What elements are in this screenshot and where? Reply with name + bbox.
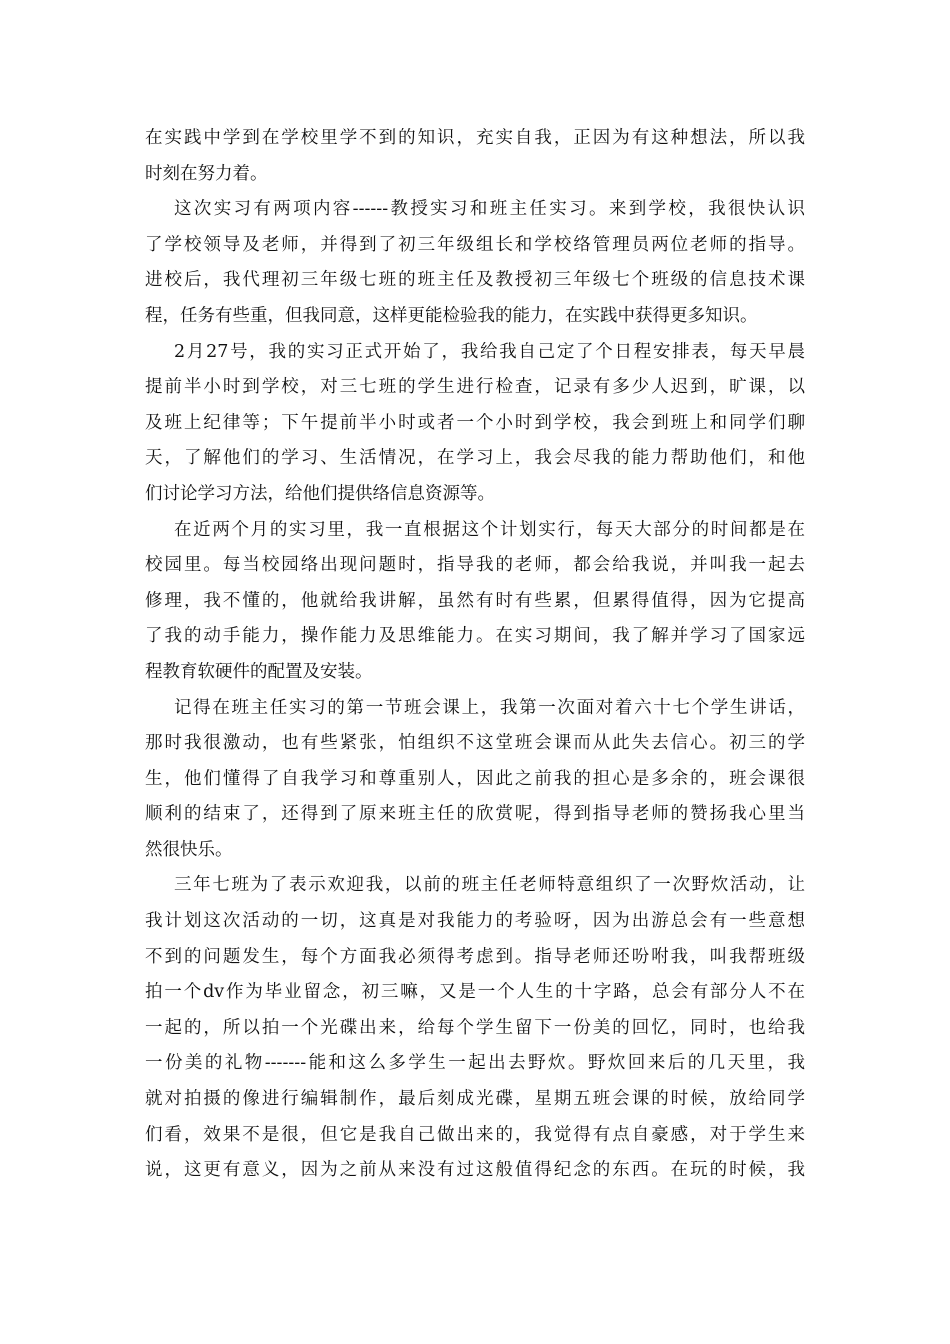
text-line: 们看，效果不是很，但它是我自己做出来的，我觉得有点自豪感，对于学生来: [145, 1124, 805, 1145]
text-line: 修理，我不懂的，他就给我讲解，虽然有时有些累，但累得值得，因为它提高: [145, 590, 805, 611]
text-line: 校园里。每当校园络出现问题时，指导我的老师，都会给我说，并叫我一起去: [145, 555, 805, 576]
text-line: 不到的问题发生，每个方面我必须得考虑到。指导老师还吩咐我，叫我帮班级: [145, 946, 805, 967]
text-line: 进校后，我代理初三年级七班的班主任及教授初三年级七个班级的信息技术课: [145, 270, 805, 291]
text-line: 在近两个月的实习里，我一直根据这个计划实行，每天大部分的时间都是在: [174, 519, 805, 540]
document-body: [145, 121, 805, 1189]
text-line: 提前半小时到学校，对三七班的学生进行检查，记录有多少人迟到，旷课，以: [145, 377, 805, 398]
text-line: 了学校领导及老师，并得到了初三年级组长和学校络管理员两位老师的指导。: [145, 234, 805, 255]
text-line: 及班上纪律等；下午提前半小时或者一个小时到学校，我会到班上和同学们聊: [145, 412, 805, 433]
text-line: 天，了解他们的学习、生活情况，在学习上，我会尽我的能力帮助他们，和他: [145, 448, 805, 469]
text-line: 程，任务有些重，但我同意，这样更能检验我的能力，在实践中获得更多知识。: [145, 305, 758, 326]
text-line: 这次实习有两项内容------教授实习和班主任实习。来到学校，我很快认识: [174, 199, 805, 220]
text-line: 拍一个dv作为毕业留念，初三嘛，又是一个人生的十字路，总会有部分人不在: [145, 982, 805, 1003]
text-line: 程教育软硬件的配置及安装。: [145, 661, 373, 682]
text-line: 时刻在努力着。: [145, 163, 268, 184]
text-line: 一起的，所以拍一个光碟出来，给每个学生留下一份美的回忆，同时，也给我: [145, 1017, 805, 1038]
text-line: 三年七班为了表示欢迎我，以前的班主任老师特意组织了一次野炊活动，让: [174, 875, 805, 896]
text-line: 生，他们懂得了自我学习和尊重别人，因此之前我的担心是多余的，班会课很: [145, 768, 805, 789]
text-line: 了我的动手能力，操作能力及思维能力。在实习期间，我了解并学习了国家远: [145, 626, 805, 647]
text-line: 然很快乐。: [145, 839, 233, 860]
text-line: 我计划这次活动的一切，这真是对我能力的考验呀，因为出游总会有一些意想: [145, 911, 805, 932]
text-line: 顺利的结束了，还得到了原来班主任的欣赏呢，得到指导老师的赞扬我心里当: [145, 804, 805, 825]
text-line: 2月27号，我的实习正式开始了，我给我自己定了个日程安排表，每天早晨: [174, 341, 805, 362]
text-line: 那时我很激动，也有些紧张，怕组织不这堂班会课而从此失去信心。初三的学: [145, 733, 805, 754]
text-line: 说，这更有意义，因为之前从来没有过这般值得纪念的东西。在玩的时候，我: [145, 1160, 805, 1181]
text-line: 记得在班主任实习的第一节班会课上，我第一次面对着六十七个学生讲话，: [174, 697, 805, 718]
text-line: 在实践中学到在学校里学不到的知识，充实自我，正因为有这种想法，所以我: [145, 128, 805, 148]
text-line: 就对拍摄的像进行编辑制作，最后刻成光碟，星期五班会课的时候，放给同学: [145, 1089, 805, 1110]
text-line: 们讨论学习方法，给他们提供络信息资源等。: [145, 483, 495, 504]
text-line: 一份美的礼物-------能和这么多学生一起出去野炊。野炊回来后的几天里，我: [145, 1053, 805, 1074]
